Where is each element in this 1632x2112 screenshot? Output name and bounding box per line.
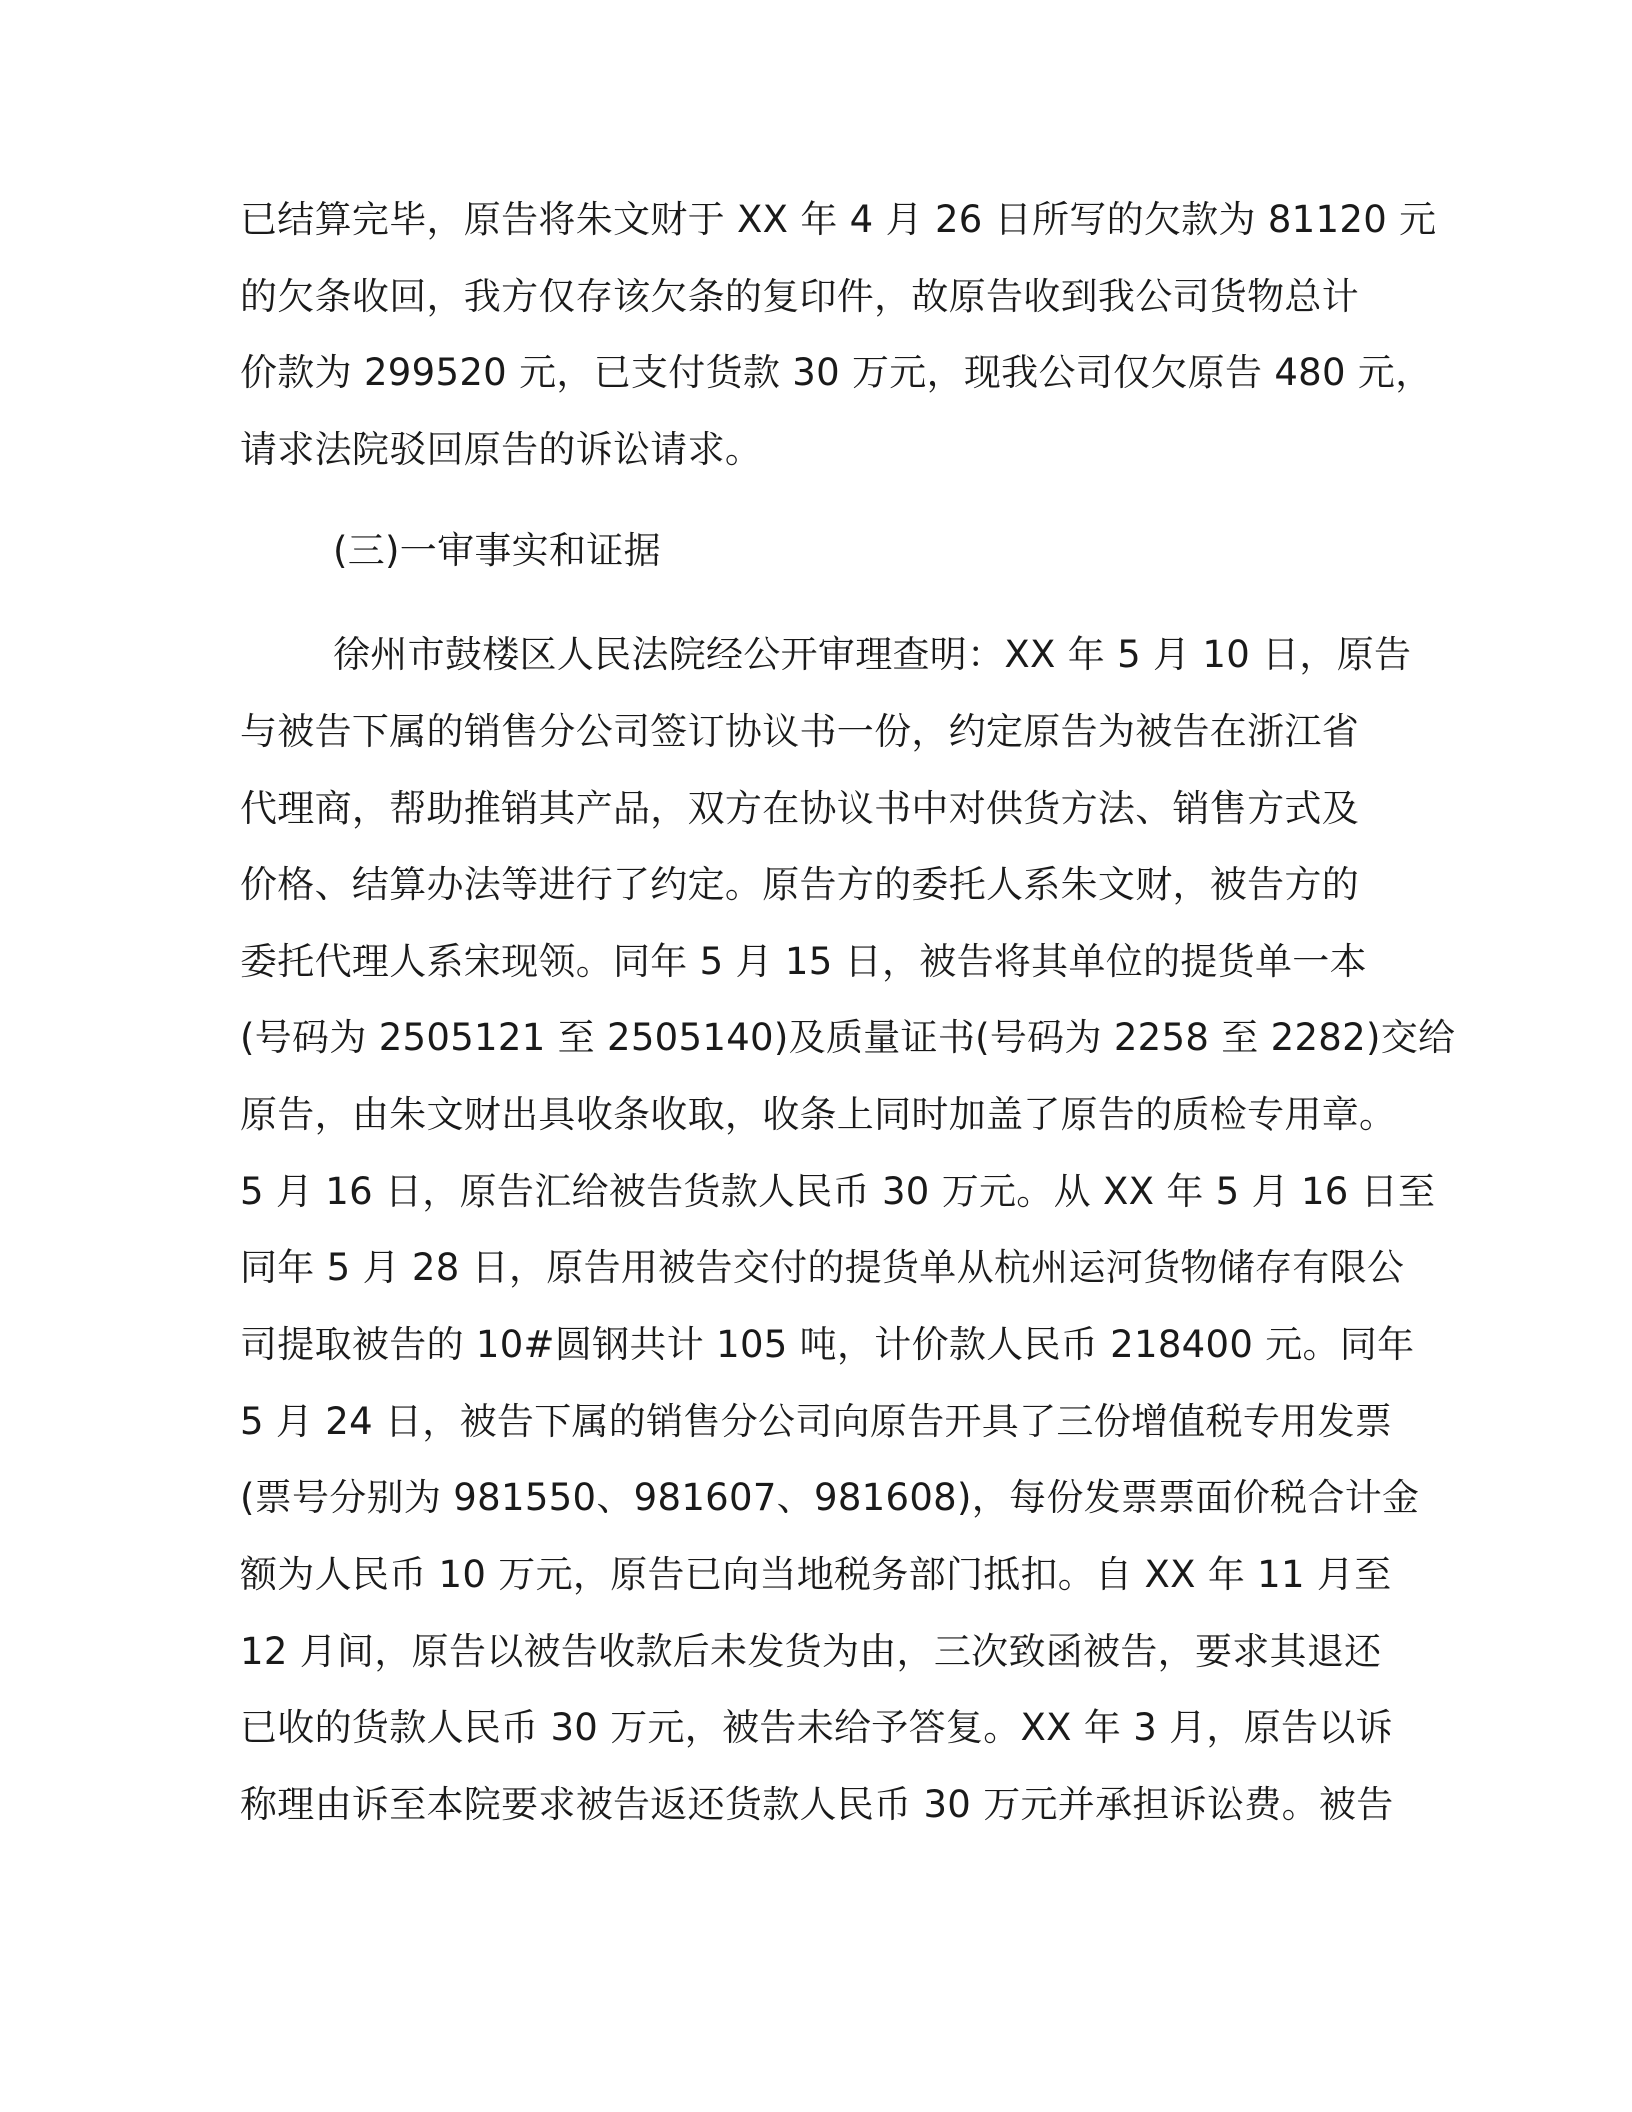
text-line: 同年 5 月 28 日，原告用被告交付的提货单从杭州运河货物储存有限公: [240, 1246, 1405, 1289]
text-line: 5 月 24 日，被告下属的销售分公司向原告开具了三份增值税专用发票: [240, 1400, 1393, 1443]
text-line: 与被告下属的销售分公司签订协议书一份，约定原告为被告在浙江省: [240, 710, 1359, 753]
text-line: (号码为 2505121 至 2505140)及质量证书(号码为 2258 至 2282)交给: [240, 1016, 1456, 1059]
text-line: 价格、结算办法等进行了约定。原告方的委托人系朱文财，被告方的: [240, 863, 1359, 906]
text-line: 代理商，帮助推销其产品，双方在协议书中对供货方法、销售方式及: [240, 787, 1359, 830]
text-line: 已结算完毕，原告将朱文财于 XX 年 4 月 26 日所写的欠款为 81120 元: [240, 198, 1437, 241]
text-line: 12 月间，原告以被告收款后未发货为由，三次致函被告，要求其退还: [240, 1630, 1382, 1673]
text-line: 额为人民币 10 万元，原告已向当地税务部门抵扣。自 XX 年 11 月至: [240, 1553, 1392, 1596]
text-line: (票号分别为 981550、981607、981608)，每份发票票面价税合计金: [240, 1476, 1420, 1519]
text-line: 称理由诉至本院要求被告返还货款人民币 30 万元并承担诉讼费。被告: [240, 1783, 1394, 1826]
text-line: 司提取被告的 10#圆钢共计 105 吨，计价款人民币 218400 元。同年: [240, 1323, 1415, 1366]
text-line: 请求法院驳回原告的诉讼请求。: [240, 428, 763, 471]
text-line: 5 月 16 日，原告汇给被告货款人民币 30 万元。从 XX 年 5 月 16 日至: [240, 1170, 1436, 1213]
text-line: 原告，由朱文财出具收条收取，收条上同时加盖了原告的质检专用章。: [240, 1093, 1397, 1136]
text-line: 的欠条收回，我方仅存该欠条的复印件，故原告收到我公司货物总计: [240, 275, 1359, 318]
text-line: 徐州市鼓楼区人民法院经公开审理查明：XX 年 5 月 10 日，原告: [333, 633, 1412, 676]
text-line: 委托代理人系宋现领。同年 5 月 15 日，被告将其单位的提货单一本: [240, 940, 1367, 983]
text-line: 已收的货款人民币 30 万元，被告未给予答复。XX 年 3 月，原告以诉: [240, 1706, 1393, 1749]
section-heading: (三)一审事实和证据: [333, 529, 661, 572]
text-line: 价款为 299520 元，已支付货款 30 万元，现我公司仅欠原告 480 元，: [240, 351, 1433, 394]
